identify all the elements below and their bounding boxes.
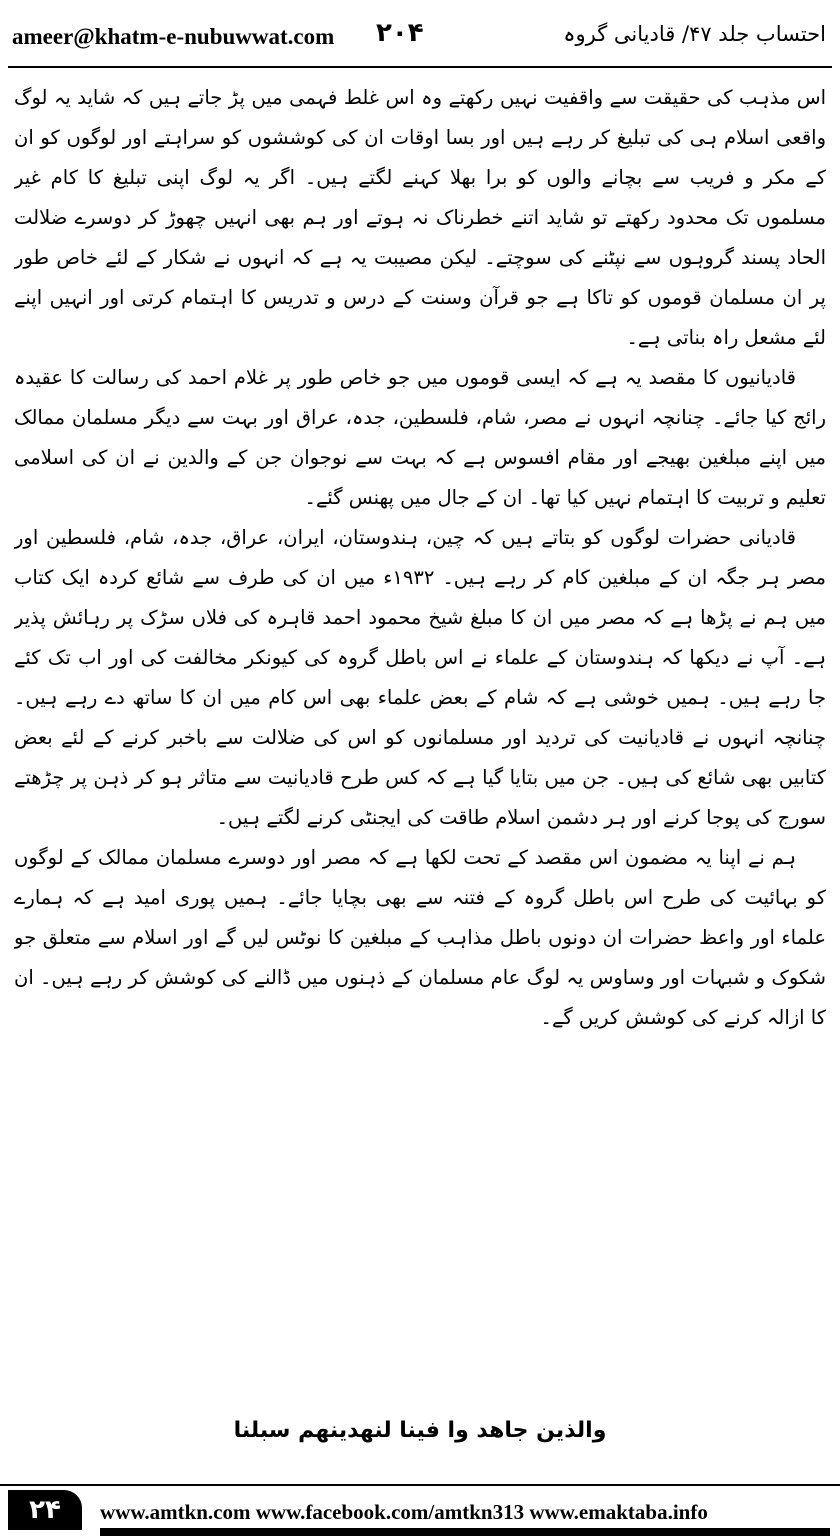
footer-bar	[100, 1528, 830, 1536]
header-book-title: احتساب جلد ۴۷/ قادیانی گروہ	[563, 22, 826, 46]
page-header	[0, 0, 840, 72]
body-paragraph: اس مذہب کی حقیقت سے واقفیت نہیں رکھتے وہ اس غلط فہمی میں پڑ جاتے ہیں کہ شاید یہ لوگ واقعی اسلام ہی کی تبلیغ کر رہے ہیں اور بسا اوقات ان کی کوششوں کو سراہتے اور لوگوں کو ان کے مکر و فریب سے بچانے والوں کو برا بھلا کہنے لگتے ہیں۔ اگر یہ لوگ اپنی تبلیغ کا کام غیر مسلموں تک محدود رکھتے تو شاید اتنے خطرناک نہ ہوتے اور ہم بھی انہیں چھوڑ کر دوسرے ضلالت الحاد پسند گروہوں سے نپٹنے کی سوچتے۔ لیکن مصیبت یہ ہے کہ انہوں نے شکار کے لئے خاص طور پر ان مسلمان قوموں کو تاکا ہے جو قرآن وسنت کے درس و تدریس کا اہتمام کرتی اور انہیں اپنے لئے مشعل راہ بناتی ہے۔	[14, 86, 826, 349]
footer-urls: www.amtkn.com www.facebook.com/amtkn313 www.emaktaba.info	[100, 1500, 708, 1524]
body-paragraph: قادیانیوں کا مقصد یہ ہے کہ ایسی قوموں میں جو خاص طور پر غلام احمد کی رسالت کا عقیدہ رائج کیا جائے۔ چنانچہ انہوں نے مصر، شام، فلسطین، جدہ، عراق اور بہت سے دیگر مسلمان ممالک میں اپنے مبلغین بھیجے اور مقام افسوس ہے کہ بہت سے نوجوان جن کے والدین نے ان کی اسلامی تعلیم و تربیت کا اہتمام نہیں کیا تھا۔ ان کے جال میں پھنس گئے۔	[14, 366, 826, 509]
header-page-number: ۲۰۴	[376, 18, 424, 48]
page-body	[14, 78, 826, 1408]
closing-verse: والذین جاهد وا فینا لنهدینهم سبلنا	[233, 1418, 607, 1443]
body-paragraph: ہم نے اپنا یہ مضمون اس مقصد کے تحت لکھا ہے کہ مصر اور دوسرے مسلمان ممالک کے لوگوں کو بہائیت کی طرح اس باطل گروہ کے فتنہ سے بھی بچایا جائے۔ ہمیں پوری امید ہے کہ ہمارے علماء اور واعظ حضرات ان دونوں باطل مذاہب کے مبلغین کا نوٹس لیں گے اور اسلام سے متعلق جو شکوک و شبہات اور وساوس یہ لوگ عام مسلمان کے ذہنوں میں ڈالنے کی کوشش کر رہے ہیں۔ ان کا ازالہ کرنے کی کوشش کریں گے۔	[14, 846, 826, 1029]
footer-divider	[0, 1484, 840, 1486]
header-divider	[8, 66, 832, 68]
body-paragraph: قادیانی حضرات لوگوں کو بتاتے ہیں کہ چین، ہندوستان، ایران، عراق، جدہ، شام، فلسطین اور مصر ہر جگہ ان کے مبلغین کام کر رہے ہیں۔ ۱۹۳۲ء میں ان کی طرف سے شائع کردہ ایک کتاب میں ہم نے پڑھا ہے کہ مصر میں ان کا مبلغ شیخ محمود احمد قاہرہ کی فلاں سڑک پر رہائش پذیر ہے۔ آپ نے دیکھا کہ ہندوستان کے علماء نے اس باطل گروہ کی کیونکر مخالفت کی اور اب تک کئے جا رہے ہیں۔ ہمیں خوشی ہے کہ شام کے بعض علماء بھی اس کام میں ان کا ساتھ دے رہے ہیں۔ چنانچہ انہوں نے قادیانیت کی تردید اور مسلمانوں کو اس کی ضلالت سے باخبر کرنے کے لئے بعض کتابیں بھی شائع کی ہیں۔ جن میں بتایا گیا ہے کہ کس طرح قادیانیت سے متاثر ہو کر ذہن پر چڑھتے سورج کی پوجا کرنے اور ہر دشمن اسلام طاقت کی ایجنٹی کرنے لگتے ہیں۔	[14, 526, 826, 829]
footer-page-number: ۲۴	[8, 1490, 82, 1530]
header-email: ameer@khatm-e-nubuwwat.com	[12, 24, 335, 49]
page-footer	[0, 1480, 840, 1540]
